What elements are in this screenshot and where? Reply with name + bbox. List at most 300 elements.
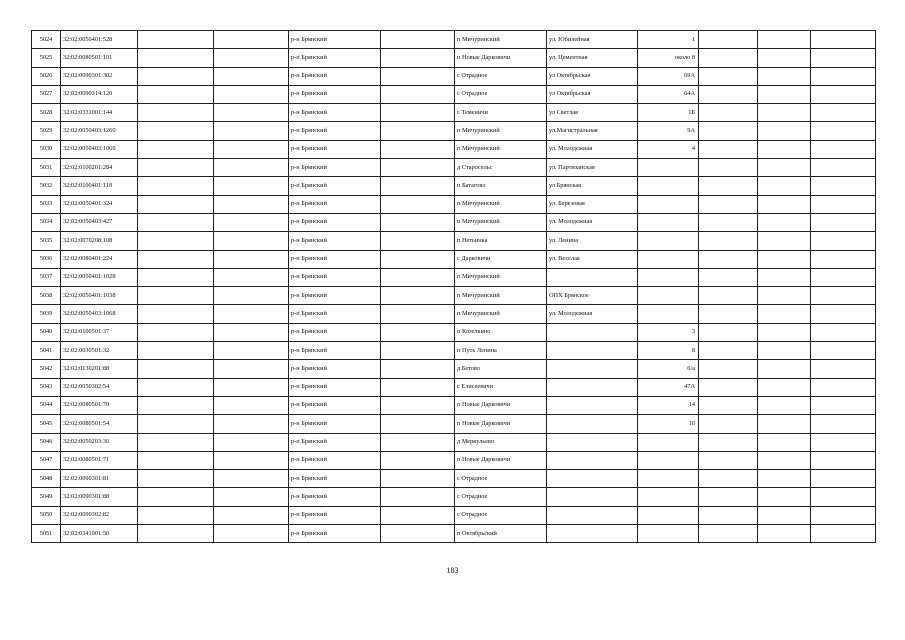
table-cell: [699, 159, 758, 177]
table-cell: [638, 287, 699, 305]
table-cell: 5049: [32, 488, 61, 506]
table-cell: ул. Юбилейная: [547, 31, 638, 49]
table-cell: р-н Брянский: [289, 396, 381, 414]
table-cell: р-н Брянский: [289, 506, 381, 524]
table-cell: 9А: [638, 122, 699, 140]
table-cell: [138, 378, 214, 396]
table-cell: р-н Брянский: [289, 49, 381, 67]
table-cell: [758, 85, 811, 103]
table-row: [32, 85, 876, 103]
table-cell: [758, 305, 811, 323]
table-cell: ул.Магистральная: [547, 122, 638, 140]
table-cell: [381, 268, 455, 286]
table-cell: [138, 31, 214, 49]
table-cell: [811, 396, 876, 414]
table-cell: [381, 159, 455, 177]
table-cell: [214, 104, 289, 122]
table-cell: [758, 506, 811, 524]
table-cell: 32:02:0100501:37: [61, 323, 138, 341]
table-cell: [214, 232, 289, 250]
table-cell: [638, 433, 699, 451]
table-cell: 5039: [32, 305, 61, 323]
table-cell: 32:02:0080501:101: [61, 49, 138, 67]
table-cell: 5044: [32, 396, 61, 414]
table-cell: [381, 104, 455, 122]
table-cell: ул Брянская: [547, 177, 638, 195]
table-cell: [214, 396, 289, 414]
table-cell: [138, 525, 214, 543]
table-cell: р-н Брянский: [289, 85, 381, 103]
table-cell: 5051: [32, 525, 61, 543]
table-cell: р-н Брянский: [289, 232, 381, 250]
table-cell: п Путь Ленина: [455, 342, 547, 360]
table-cell: [811, 470, 876, 488]
table-row: [32, 268, 876, 286]
table-cell: [214, 49, 289, 67]
table-cell: [138, 323, 214, 341]
table-row: [32, 525, 876, 543]
table-cell: [138, 213, 214, 231]
table-cell: [138, 415, 214, 433]
table-cell: [758, 31, 811, 49]
table-cell: [811, 122, 876, 140]
table-row: [32, 250, 876, 268]
table-cell: [699, 305, 758, 323]
table-cell: [758, 451, 811, 469]
table-cell: д Старосельс: [455, 159, 547, 177]
table-cell: [699, 396, 758, 414]
table-cell: 32:02:0050403:1260: [61, 122, 138, 140]
table-row: [32, 177, 876, 195]
table-cell: [138, 305, 214, 323]
table-row: [32, 342, 876, 360]
table-cell: п Козелкино: [455, 323, 547, 341]
table-cell: [547, 451, 638, 469]
table-cell: 5046: [32, 433, 61, 451]
table-cell: с Дарковичи: [455, 250, 547, 268]
table-row: [32, 159, 876, 177]
table-cell: [138, 396, 214, 414]
table-cell: 32:02:0030501:32: [61, 342, 138, 360]
table-cell: [811, 67, 876, 85]
table-cell: 5048: [32, 470, 61, 488]
table-cell: 32:02:0050401:324: [61, 195, 138, 213]
table-cell: [381, 396, 455, 414]
table-cell: [758, 49, 811, 67]
table-cell: [381, 85, 455, 103]
table-cell: 5043: [32, 378, 61, 396]
table-cell: ул. Ленина: [547, 232, 638, 250]
table-cell: [699, 525, 758, 543]
table-cell: п Мичуринский: [455, 287, 547, 305]
table-cell: [214, 140, 289, 158]
table-cell: [811, 378, 876, 396]
table-cell: [699, 195, 758, 213]
table-cell: [214, 506, 289, 524]
table-cell: 5032: [32, 177, 61, 195]
table-cell: [758, 287, 811, 305]
table-cell: [638, 232, 699, 250]
table-cell: 32:02:0080501:70: [61, 396, 138, 414]
table-row: [32, 415, 876, 433]
table-cell: [758, 159, 811, 177]
table-cell: [138, 195, 214, 213]
page-number: 183: [446, 566, 459, 575]
table-cell: [214, 213, 289, 231]
table-row: [32, 433, 876, 451]
table-row: [32, 49, 876, 67]
table-row: [32, 67, 876, 85]
table-cell: [638, 451, 699, 469]
table-cell: [214, 177, 289, 195]
table-cell: [811, 250, 876, 268]
table-cell: [214, 31, 289, 49]
table-cell: [699, 360, 758, 378]
table-cell: 4: [638, 140, 699, 158]
table-cell: [811, 287, 876, 305]
table-cell: [381, 488, 455, 506]
table-cell: 1: [638, 31, 699, 49]
table-cell: [638, 488, 699, 506]
registry-table: [31, 30, 876, 543]
table-cell: [811, 213, 876, 231]
table-cell: [699, 250, 758, 268]
table-cell: [699, 451, 758, 469]
table-cell: [214, 159, 289, 177]
table-cell: п Новые Дарковичи: [455, 451, 547, 469]
table-cell: р-н Брянский: [289, 488, 381, 506]
table-cell: [381, 342, 455, 360]
table-cell: [138, 177, 214, 195]
table-cell: [381, 195, 455, 213]
table-cell: с Отрадное: [455, 470, 547, 488]
table-cell: р-н Брянский: [289, 287, 381, 305]
table-cell: [638, 213, 699, 231]
table-cell: [214, 323, 289, 341]
table-cell: 32:02:0331001:144: [61, 104, 138, 122]
table-cell: р-н Брянский: [289, 104, 381, 122]
table-cell: [381, 305, 455, 323]
table-cell: 32:02:0050403:427: [61, 213, 138, 231]
table-cell: р-н Брянский: [289, 159, 381, 177]
table-cell: 32:02:0050401:1028: [61, 268, 138, 286]
table-cell: [381, 470, 455, 488]
table-cell: [214, 287, 289, 305]
table-cell: [758, 470, 811, 488]
table-cell: [547, 378, 638, 396]
table-cell: р-н Брянский: [289, 323, 381, 341]
table-cell: р-н Брянский: [289, 31, 381, 49]
table-cell: [758, 360, 811, 378]
table-cell: д Бетово: [455, 360, 547, 378]
table-cell: [699, 433, 758, 451]
table-cell: [547, 342, 638, 360]
table-cell: [811, 140, 876, 158]
table-cell: 8: [638, 342, 699, 360]
table-body: [32, 31, 876, 543]
table-cell: [381, 415, 455, 433]
table-cell: п Новые Дарковичи: [455, 415, 547, 433]
table-cell: [811, 488, 876, 506]
table-cell: 32:02:0130201:88: [61, 360, 138, 378]
table-cell: п Октябрьский: [455, 525, 547, 543]
table-cell: 10: [638, 415, 699, 433]
table-cell: [214, 470, 289, 488]
table-cell: п Новые Дарковичи: [455, 396, 547, 414]
table-cell: ул. Цементная: [547, 49, 638, 67]
table-cell: [699, 104, 758, 122]
table-cell: [214, 525, 289, 543]
table-cell: [138, 342, 214, 360]
table-cell: [547, 268, 638, 286]
table-cell: [381, 49, 455, 67]
table-cell: [381, 140, 455, 158]
table-cell: [381, 378, 455, 396]
table-cell: 5025: [32, 49, 61, 67]
table-cell: [638, 506, 699, 524]
table-cell: р-н Брянский: [289, 250, 381, 268]
table-cell: 5027: [32, 85, 61, 103]
table-cell: [699, 506, 758, 524]
table-row: [32, 323, 876, 341]
table-cell: [547, 470, 638, 488]
table-cell: [214, 488, 289, 506]
table-cell: [811, 159, 876, 177]
table-cell: 32:02:0080501:54: [61, 415, 138, 433]
table-cell: ул. Веселая: [547, 250, 638, 268]
table-row: [32, 232, 876, 250]
table-cell: [758, 140, 811, 158]
table-cell: ул Светлая: [547, 104, 638, 122]
table-cell: [547, 396, 638, 414]
table-row: [32, 104, 876, 122]
table-cell: [138, 451, 214, 469]
table-cell: 5045: [32, 415, 61, 433]
table-cell: п Мичуринский: [455, 122, 547, 140]
table-cell: [638, 268, 699, 286]
table-cell: [138, 232, 214, 250]
table-cell: п Мичуринский: [455, 268, 547, 286]
table-cell: 32:02:0341001:50: [61, 525, 138, 543]
table-cell: [547, 415, 638, 433]
table-cell: 5047: [32, 451, 61, 469]
table-cell: [381, 287, 455, 305]
table-cell: [758, 525, 811, 543]
table-cell: [699, 67, 758, 85]
table-cell: [214, 268, 289, 286]
table-cell: [214, 195, 289, 213]
table-cell: р-н Брянский: [289, 525, 381, 543]
table-cell: [638, 195, 699, 213]
table-cell: [811, 232, 876, 250]
table-cell: п Мичуринский: [455, 305, 547, 323]
table-row: [32, 506, 876, 524]
table-cell: [138, 268, 214, 286]
table-cell: [811, 433, 876, 451]
table-cell: [381, 122, 455, 140]
table-cell: [758, 195, 811, 213]
table-cell: ул. Молодежная: [547, 140, 638, 158]
table-cell: ОПХ Брянское: [547, 287, 638, 305]
table-cell: р-н Брянский: [289, 177, 381, 195]
table-cell: 32:02:0080401:224: [61, 250, 138, 268]
table-cell: 5028: [32, 104, 61, 122]
table-cell: ул. Молодежная: [547, 213, 638, 231]
table-cell: [214, 85, 289, 103]
table-cell: [138, 104, 214, 122]
table-cell: [758, 213, 811, 231]
table-cell: [811, 506, 876, 524]
table-cell: [138, 470, 214, 488]
table-cell: [138, 67, 214, 85]
table-cell: [758, 177, 811, 195]
table-cell: 5042: [32, 360, 61, 378]
table-row: [32, 140, 876, 158]
table-cell: [811, 31, 876, 49]
table-cell: [699, 323, 758, 341]
table-cell: [811, 360, 876, 378]
table-row: [32, 31, 876, 49]
table-cell: 14: [638, 396, 699, 414]
table-cell: [699, 85, 758, 103]
table-cell: 47А: [638, 378, 699, 396]
table-cell: [381, 323, 455, 341]
table-cell: 5041: [32, 342, 61, 360]
table-cell: 32:02:0090314:120: [61, 85, 138, 103]
table-cell: 5035: [32, 232, 61, 250]
table-cell: [138, 85, 214, 103]
table-cell: [547, 488, 638, 506]
table-cell: [381, 67, 455, 85]
table-cell: п Новые Дарковичи: [455, 49, 547, 67]
table-cell: 32:02:0050401:528: [61, 31, 138, 49]
table-cell: п Нетьинка: [455, 232, 547, 250]
table-cell: 5024: [32, 31, 61, 49]
table-cell: [138, 250, 214, 268]
table-cell: [138, 433, 214, 451]
table-cell: [638, 250, 699, 268]
table-cell: [811, 104, 876, 122]
table-cell: ул Октябрьская: [547, 85, 638, 103]
table-cell: с Отрадное: [455, 85, 547, 103]
table-cell: [214, 360, 289, 378]
table-row: [32, 360, 876, 378]
table-cell: [699, 177, 758, 195]
table-cell: 32:02:0050403:1068: [61, 305, 138, 323]
table-cell: [381, 232, 455, 250]
table-cell: р-н Брянский: [289, 195, 381, 213]
table-cell: [138, 506, 214, 524]
table-cell: [699, 268, 758, 286]
table-cell: [547, 323, 638, 341]
table-cell: [758, 268, 811, 286]
table-cell: 32:02:0050203:30: [61, 433, 138, 451]
table-cell: 32:02:0100201:284: [61, 159, 138, 177]
table-cell: р-н Брянский: [289, 268, 381, 286]
table-cell: [138, 140, 214, 158]
table-cell: 32:02:0090302:82: [61, 506, 138, 524]
table-cell: р-н Брянский: [289, 470, 381, 488]
table-row: [32, 470, 876, 488]
table-cell: р-н Брянский: [289, 122, 381, 140]
table-cell: п Мичуринский: [455, 213, 547, 231]
table-cell: [699, 213, 758, 231]
table-cell: р-н Брянский: [289, 213, 381, 231]
table-row: [32, 287, 876, 305]
table-cell: [214, 378, 289, 396]
table-cell: [138, 49, 214, 67]
table-row: [32, 305, 876, 323]
table-cell: [811, 268, 876, 286]
table-cell: д Меркульево: [455, 433, 547, 451]
table-cell: [811, 323, 876, 341]
table-cell: р-н Брянский: [289, 433, 381, 451]
table-row: [32, 378, 876, 396]
table-cell: 5026: [32, 67, 61, 85]
table-cell: [758, 323, 811, 341]
table-cell: 32:02:0050302:54: [61, 378, 138, 396]
table-cell: [758, 433, 811, 451]
table-cell: ул. Партизанская: [547, 159, 638, 177]
table-cell: 5050: [32, 506, 61, 524]
table-cell: [381, 250, 455, 268]
table-cell: 69А: [638, 67, 699, 85]
table-cell: р-н Брянский: [289, 415, 381, 433]
table-cell: п Мичуринский: [455, 140, 547, 158]
table-cell: [811, 195, 876, 213]
table-cell: с Отрадное: [455, 506, 547, 524]
table-cell: 32:02:0090301:302: [61, 67, 138, 85]
table-cell: 5031: [32, 159, 61, 177]
table-cell: [699, 140, 758, 158]
table-cell: [699, 342, 758, 360]
table-cell: [758, 67, 811, 85]
table-cell: с Теменичи: [455, 104, 547, 122]
table-cell: 32:02:0100401:118: [61, 177, 138, 195]
table-cell: [214, 342, 289, 360]
table-row: [32, 122, 876, 140]
table-cell: [699, 122, 758, 140]
table-cell: [381, 525, 455, 543]
table-cell: р-н Брянский: [289, 342, 381, 360]
table-cell: [811, 415, 876, 433]
table-cell: [547, 433, 638, 451]
table-cell: [758, 396, 811, 414]
table-cell: [214, 451, 289, 469]
table-cell: [638, 159, 699, 177]
table-cell: [758, 122, 811, 140]
table-cell: 5038: [32, 287, 61, 305]
table-cell: [699, 488, 758, 506]
table-cell: р-н Брянский: [289, 451, 381, 469]
table-row: [32, 213, 876, 231]
table-cell: р-н Брянский: [289, 305, 381, 323]
table-cell: ул. Березовая: [547, 195, 638, 213]
table-cell: [811, 342, 876, 360]
table-cell: [214, 67, 289, 85]
table-cell: [138, 122, 214, 140]
table-cell: ул. Молодежная: [547, 305, 638, 323]
table-cell: [214, 433, 289, 451]
table-cell: р-н Брянский: [289, 140, 381, 158]
table-cell: [381, 177, 455, 195]
table-cell: [214, 122, 289, 140]
table-cell: [758, 232, 811, 250]
table-cell: 32:02:0070208:108: [61, 232, 138, 250]
table-cell: [214, 250, 289, 268]
table-cell: [699, 31, 758, 49]
table-cell: [381, 451, 455, 469]
